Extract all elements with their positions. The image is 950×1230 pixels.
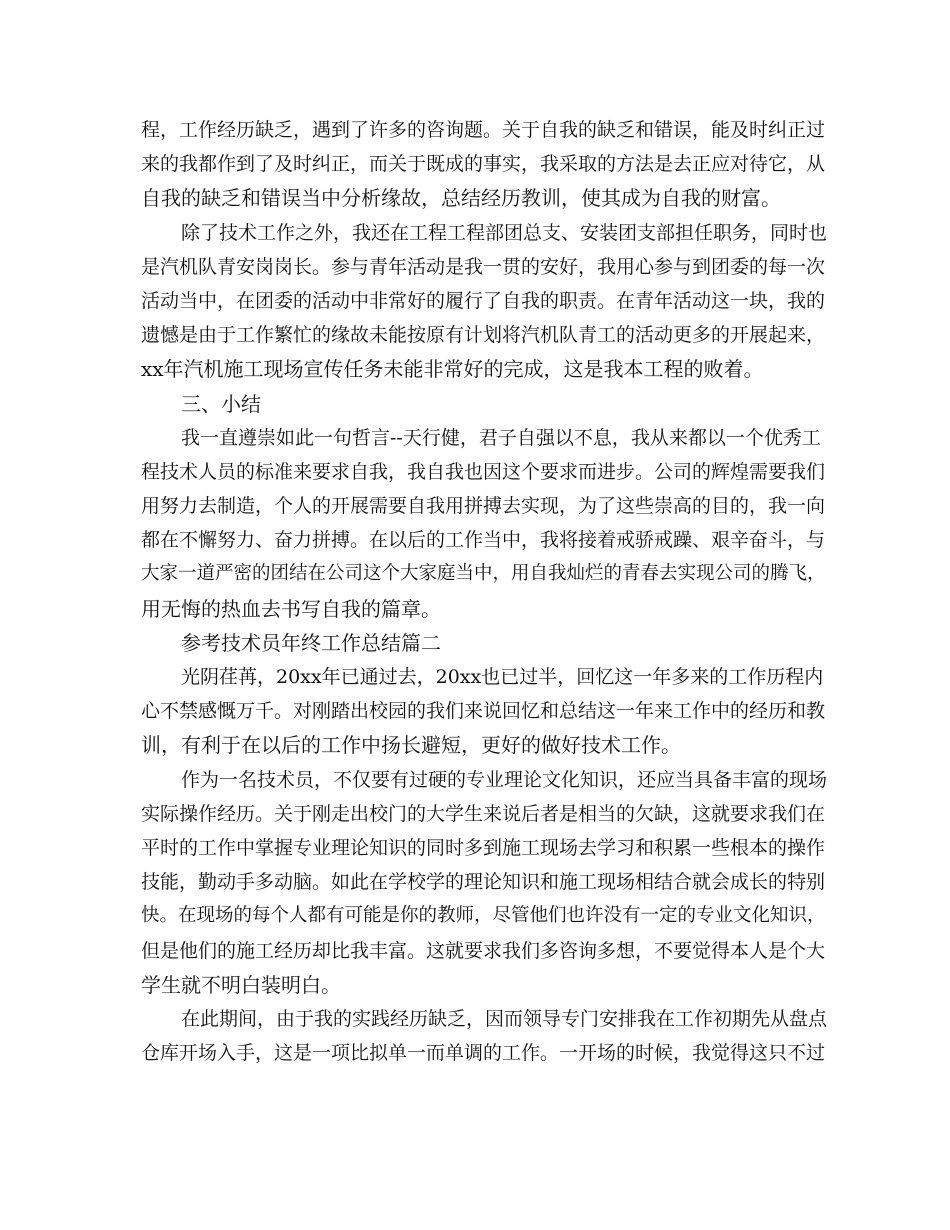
text-line: 光阴荏苒，20xx年已通过去，20xx也已过半，回忆这一年多来的工作历程内 xyxy=(181,666,824,688)
text-line: 技能，勤动手多动脑。如此在学校学的理论知识和施工现场相结合就会成长的特别 xyxy=(141,871,826,894)
text-line: 大家一道严密的团结在公司这个大家庭当中，用自我灿烂的青春去实现公司的腾飞， xyxy=(141,563,826,585)
text-line: xx年汽机施工现场宣传任务未能非常好的完成，这是我本工程的败着。 xyxy=(141,357,764,382)
text-line: 用努力去制造，个人的开展需要自我用拼搏去实现，为了这些崇高的目的，我一向 xyxy=(141,495,826,518)
text-line: 训，有利于在以后的工作中扬长避短，更好的做好技术工作。 xyxy=(141,733,681,758)
text-line: 我一直遵崇如此一句哲言--天行健，君子自强以不息，我从来都以一个优秀工 xyxy=(181,426,821,449)
text-line: 活动当中，在团委的活动中非常好的履行了自我的职责。在青年活动这一块，我的 xyxy=(141,289,826,312)
document-body xyxy=(141,113,831,1070)
text-line: 都在不懈努力、奋力拼搏。在以后的工作当中，我将接着戒骄戒躁、艰辛奋斗，与 xyxy=(141,529,826,552)
text-line: 自我的缺乏和错误当中分析缘故，总结经历教训，使其成为自我的财富。 xyxy=(141,186,781,211)
text-line: 来的我都作到了及时纠正，而关于既成的事实，我采取的方法是去正应对待它，从 xyxy=(141,153,826,176)
text-line: 遗憾是由于工作繁忙的缘故未能按原有计划将汽机队青工的活动更多的开展起来， xyxy=(141,324,826,347)
text-line: 参考技术员年终工作总结篇二 xyxy=(181,630,441,655)
text-line: 心不禁感慨万千。对刚踏出校园的我们来说回忆和总结这一年来工作中的经历和教 xyxy=(141,700,826,723)
text-line: 作为一名技术员，不仅要有过硬的专业理论文化知识，还应当具备丰富的现场 xyxy=(181,768,828,791)
text-line: 程，工作经历缺乏，遇到了许多的咨询题。关于自我的缺乏和错误，能及时纠正过 xyxy=(141,119,826,141)
text-line: 快。在现场的每个人都有可能是你的教师，尽管他们也许没有一定的专业文化知识， xyxy=(141,905,826,927)
text-line: 在此期间，由于我的实践经历缺乏，因而领导专门安排我在工作初期先从盘点 xyxy=(181,1007,828,1030)
text-line: 学生就不明白装明白。 xyxy=(141,972,341,997)
text-line: 仓库开场入手，这是一项比拟单一而单调的工作。一开场的时候，我觉得这只不过 xyxy=(141,1042,826,1065)
text-line: 但是他们的施工经历却比我丰富。这就要求我们多咨询多想，不要觉得本人是个大 xyxy=(141,939,826,962)
text-line: 程技术人员的标准来要求自我，我自我也因这个要求而进步。公司的辉煌需要我们 xyxy=(141,460,826,483)
text-line: 平时的工作中掌握专业理论知识的同时多到施工现场去学习和积累一些根本的操作 xyxy=(141,836,826,859)
text-line: 是汽机队青安岗岗长。参与青年活动是我一贯的安好，我用心参与到团委的每一次 xyxy=(141,255,826,278)
text-line: 实际操作经历。关于刚走出校门的大学生来说后者是相当的欠缺，这就要求我们在 xyxy=(141,802,826,825)
text-line: 用无悔的热血去书写自我的篇章。 xyxy=(141,596,441,621)
text-line: 除了技术工作之外，我还在工程工程部团总支、安装团支部担任职务，同时也 xyxy=(181,221,828,244)
text-line: 三、小结 xyxy=(181,391,261,416)
